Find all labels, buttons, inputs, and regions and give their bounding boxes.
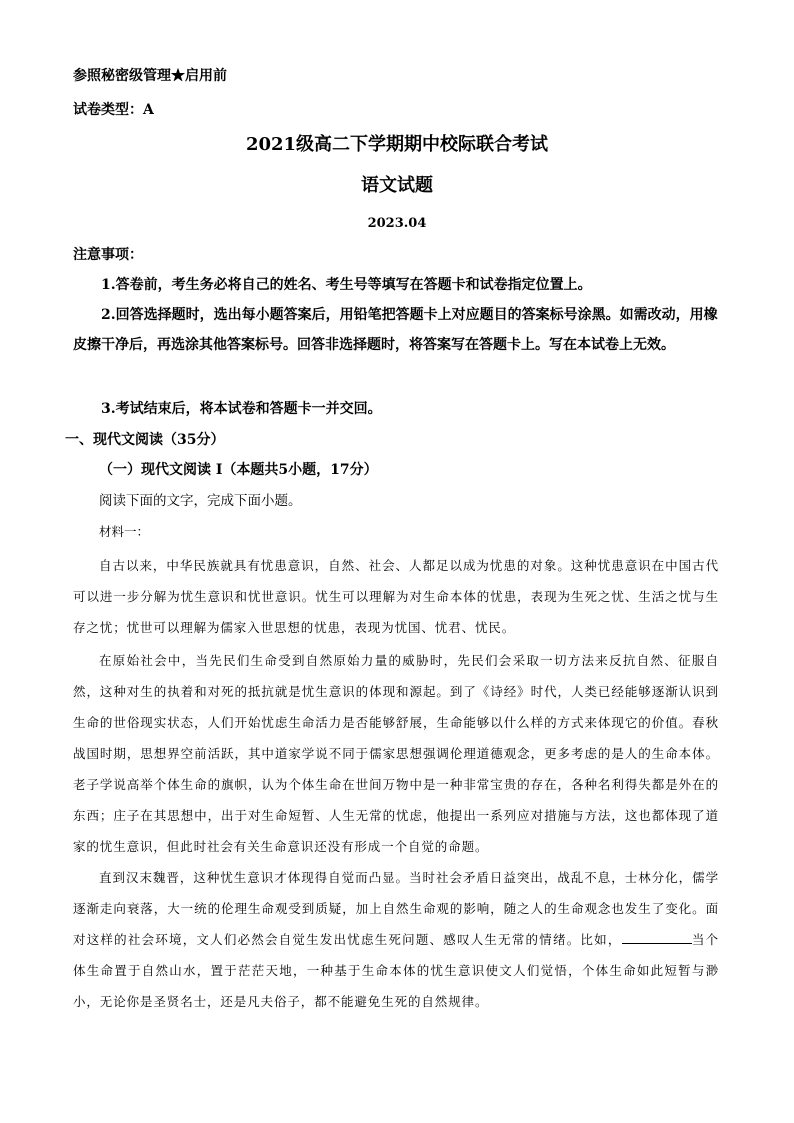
note-item-2: 2.回答选择题时，选出每小题答案后，用铅笔把答题卡上对应题目的答案标号涂黑。如需改动，用橡皮擦干净后，再选涂其他答案标号。回答非选择题时，将答案写在答题卡上。写在本试卷上无效。 [73,307,718,353]
notes-heading: 注意事项： [73,247,143,263]
confidential-label: 参照秘密级管理★启用前 [73,68,227,84]
paragraph-3-text-b: 当个体生命置于自然山水，置于茫茫天地，一种基于生命本体的忧生意识使文人们觉悟，个体生命如此短暂与渺小，无论你是圣贤名士，还是凡夫俗子，都不能避免生死的自然规律。 [73,932,719,1009]
exam-date: 2023.04 [367,216,427,231]
paragraph-3-text-a: 直到汉末魏晋，这种忧生意识才体现得自觉而凸显。当时社会矛盾日益突出，战乱不息，士林分化，儒学逐渐走向衰落，大一统的伦理生命观受到质疑，加上自然生命观的影响，随之人的生命观念也发生了变化。面对这样的社会环境，文人们必然会自觉生发出忧虑生死问题、感叹人生无常的情绪。比如， [73,870,719,947]
exam-subject: 语文试题 [361,175,433,196]
material-paragraph-3 [73,862,719,1017]
material-label: 材料一： [99,524,150,539]
fill-in-blank [622,929,692,944]
reading-instruction: 阅读下面的文字，完成下面小题。 [99,493,302,509]
paper-type-label: 试卷类型：A [73,102,154,118]
note-item-3: 3.考试结束后，将本试卷和答题卡一并交回。 [101,401,382,417]
material-paragraph-1: 自古以来，中华民族就具有忧患意识，自然、社会、人都足以成为忧患的对象。这种忧患意识在中国古代可以进一步分解为忧生意识和忧世意识。忧生可以理解为对生命本体的忧患，表现为生死之忧、生活之忧与生存之忧；忧世可以理解为儒家入世思想的忧患，表现为忧国、忧君、忧民。 [73,558,719,635]
exam-title: 2021级高二下学期期中校际联合考试 [245,134,549,155]
section-heading: 一、现代文阅读（35分） [65,432,225,448]
note-item-1: 1.答卷前，考生务必将自己的姓名、考生号等填写在答题卡和试卷指定位置上。 [101,277,592,293]
material-paragraph-2: 在原始社会中，当先民们生命受到自然原始力量的威胁时，先民们会采取一切方法来反抗自然、征服自然，这种对生的执着和对死的抵抗就是忧生意识的体现和源起。到了《诗经》时代，人类已经能够逐渐认识到生命的世俗现实状态，人们开始忧虑生命活力是否能够舒展，生命能够以什么样的方式来体现它的价值。春秋战国时期，思想界空前活跃，其中道家学说不同于儒家思想强调伦理道德观念，更多考虑的是人的生命本体。老子学说高举个体生命的旗帜，认为个体生命在世间万物中是一种非常宝贵的存在，各种名利得失都是外在的东西；庄子在其思想中，出于对生命短暂、人生无常的忧虑，他提出一系列应对措施与方法，这也都体现了道家的忧生意识，但此时社会有关生命意识还没有形成一个自觉的命题。 [73,653,719,854]
section-subheading: （一）现代文阅读 I（本题共5小题，17分） [99,462,378,478]
